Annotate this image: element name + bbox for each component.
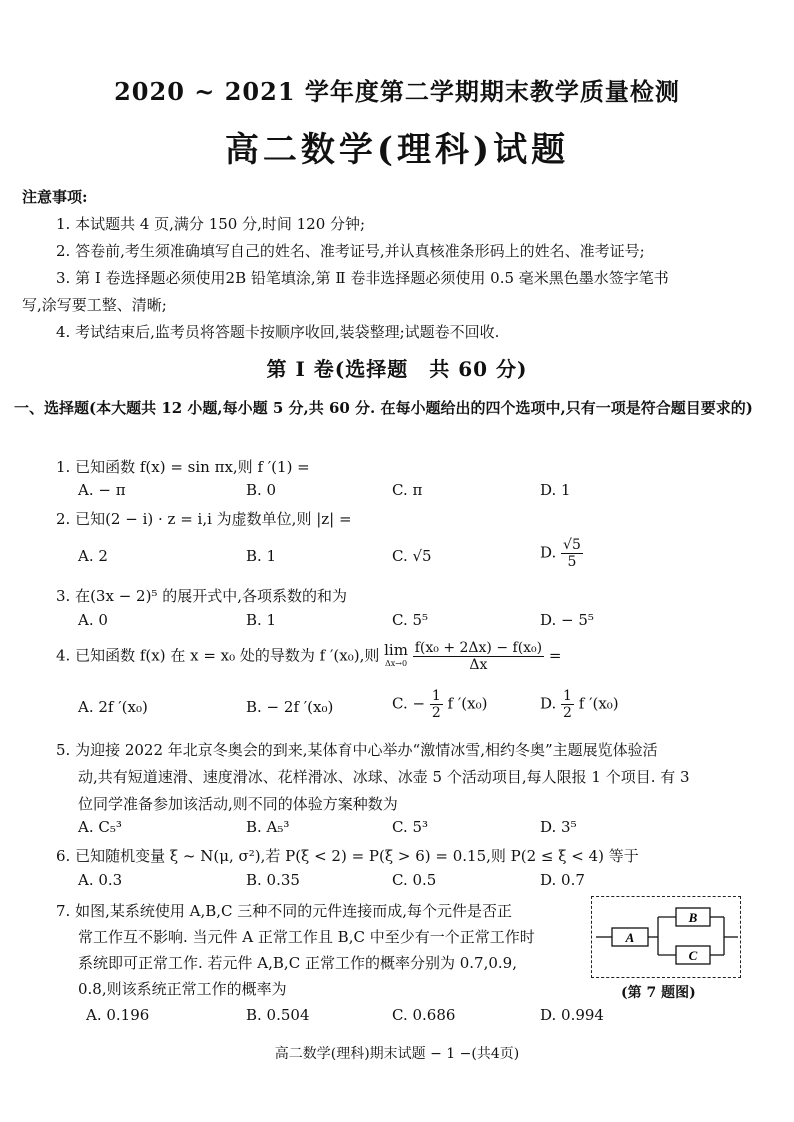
part-one-instructions: 一、选择题(本大题共 12 小题,每小题 5 分,共 60 分. 在每小题给出的四个选项中,只有一项是符合题目要求的) [14, 399, 753, 417]
q2-option-a: A. 2 [78, 547, 108, 565]
fraction-denominator: 2 [563, 705, 572, 721]
q6-option-b: B. 0.35 [246, 871, 300, 889]
note-item: 1. 本试题共 4 页,满分 150 分,时间 120 分钟; [56, 215, 366, 233]
q4-option-c-label: C. − [392, 694, 426, 713]
q1-option-a: A. − π [78, 481, 126, 499]
q7-option-b: B. 0.504 [246, 1006, 310, 1024]
q2-option-b: B. 1 [246, 547, 277, 565]
q4-option-c-fraction [430, 688, 443, 721]
q5-option-c: C. 5³ [392, 818, 429, 836]
question-7-line: 系统即可正常工作. 若元件 A,B,C 正常工作的概率分别为 0.7,0.9, [78, 954, 517, 972]
q6-option-d: D. 0.7 [540, 871, 585, 889]
question-7-line: 常工作互不影响. 当元件 A 正常工作且 B,C 中至少有一个正常工作时 [78, 928, 535, 946]
limit-word: lim [384, 640, 408, 659]
fraction-numerator: 1 [563, 688, 572, 704]
fraction-numerator: √5 [563, 537, 581, 553]
q4-option-d-tail: f ′(x₀) [578, 694, 619, 713]
circuit-diagram [592, 897, 740, 977]
question-7-line: 0.8,则该系统正常工作的概率为 [78, 980, 287, 998]
q4-option-c-tail: f ′(x₀) [447, 694, 488, 713]
note-item: 写,涂写要工整、清晰; [22, 296, 167, 314]
question-5-line: 位同学准备参加该活动,则不同的体验方案种数为 [78, 795, 398, 813]
component-a-label: A [625, 930, 635, 945]
q3-option-a: A. 0 [78, 611, 108, 629]
q4-option-c [392, 688, 487, 721]
q3-option-c: C. 5⁵ [392, 611, 429, 629]
q2-option-c: C. √5 [392, 547, 432, 565]
section-title: 第 Ⅰ 卷(选择题 共 60 分) [266, 357, 528, 381]
q5-option-d: D. 3⁵ [540, 818, 577, 836]
q4-stem-equals: = [548, 646, 562, 665]
q3-option-d: D. − 5⁵ [540, 611, 594, 629]
q4-fraction [413, 640, 544, 673]
page-footer: 高二数学(理科)期末试题 − 1 −(共4页) [274, 1046, 520, 1062]
q1-option-d: D. 1 [540, 481, 571, 499]
q2-option-d-fraction [561, 537, 583, 570]
q7-option-c: C. 0.686 [392, 1006, 456, 1024]
question-4-stem [56, 640, 562, 673]
note-item: 4. 考试结束后,监考员将答题卡按顺序收回,装袋整理;试题卷不回收. [56, 323, 500, 341]
note-item: 3. 第 Ⅰ 卷选择题必须使用2B 铅笔填涂,第 Ⅱ 卷非选择题必须使用 0.5 毫米黑色墨水签字笔书 [56, 269, 669, 287]
component-b-label: B [688, 910, 698, 925]
q2-option-d [540, 537, 583, 570]
question-5-line: 动,共有短道速滑、速度滑冰、花样滑冰、冰球、冰壶 5 个活动项目,每人限报 1 个项目. 有 3 [78, 768, 690, 786]
question-6-stem: 6. 已知随机变量 ξ ~ N(μ, σ²),若 P(ξ < 2) = P(ξ > 6) = 0.15,则 P(2 ≤ ξ < 4) 等于 [56, 847, 639, 865]
fraction-denominator: 2 [431, 705, 441, 721]
q2-option-d-label: D. [540, 543, 557, 562]
q1-option-b: B. 0 [246, 481, 277, 499]
question-7-line: 7. 如图,某系统使用 A,B,C 三种不同的元件连接而成,每个元件是否正 [56, 902, 513, 920]
q4-option-a: A. 2f ′(x₀) [78, 698, 148, 716]
q3-option-b: B. 1 [246, 611, 277, 629]
q5-option-b: B. A₅³ [246, 818, 290, 836]
q7-option-a: A. 0.196 [86, 1006, 150, 1024]
component-c-label: C [688, 948, 698, 963]
fraction-denominator: Δx [469, 657, 488, 673]
question-3-stem: 3. 在(3x − 2)⁵ 的展开式中,各项系数的和为 [56, 587, 347, 605]
q4-option-d [540, 688, 619, 721]
fraction-numerator: f(x₀ + 2Δx) − f(x₀) [414, 640, 543, 656]
q4-option-b: B. − 2f ′(x₀) [246, 698, 334, 716]
note-item: 2. 答卷前,考生须准确填写自己的姓名、准考证号,并认真核准条形码上的姓名、准考证号; [56, 242, 645, 260]
q4-option-d-fraction [561, 688, 574, 721]
figure-caption: (第 7 题图) [621, 985, 696, 1001]
exam-subject-title: 高二数学(理科)试题 [224, 130, 570, 170]
q4-option-d-label: D. [540, 694, 557, 713]
fraction-numerator: 1 [431, 688, 441, 704]
q6-option-c: C. 0.5 [392, 871, 437, 889]
limit-operator [384, 640, 408, 671]
q5-option-a: A. C₅³ [78, 818, 122, 836]
q4-stem-text: 4. 已知函数 f(x) 在 x = x₀ 处的导数为 f ′(x₀),则 [56, 646, 380, 665]
q6-option-a: A. 0.3 [78, 871, 123, 889]
question-1-stem: 1. 已知函数 f(x) = sin πx,则 f ′(1) = [56, 458, 310, 476]
exam-header-title: 2020 ~ 2021 学年度第二学期期末教学质量检测 [114, 77, 680, 106]
question-2-stem: 2. 已知(2 − i) · z = i,i 为虚数单位,则 |z| = [56, 510, 352, 528]
notes-heading: 注意事项: [22, 188, 88, 206]
question-5-line: 5. 为迎接 2022 年北京冬奥会的到来,某体育中心举办“激情冰雪,相约冬奥”主题展览体验活 [56, 741, 658, 759]
circuit-figure [591, 896, 741, 978]
fraction-denominator: 5 [567, 554, 577, 570]
q7-option-d: D. 0.994 [540, 1006, 604, 1024]
q1-option-c: C. π [392, 481, 423, 499]
limit-subscript: Δx→0 [384, 658, 408, 668]
